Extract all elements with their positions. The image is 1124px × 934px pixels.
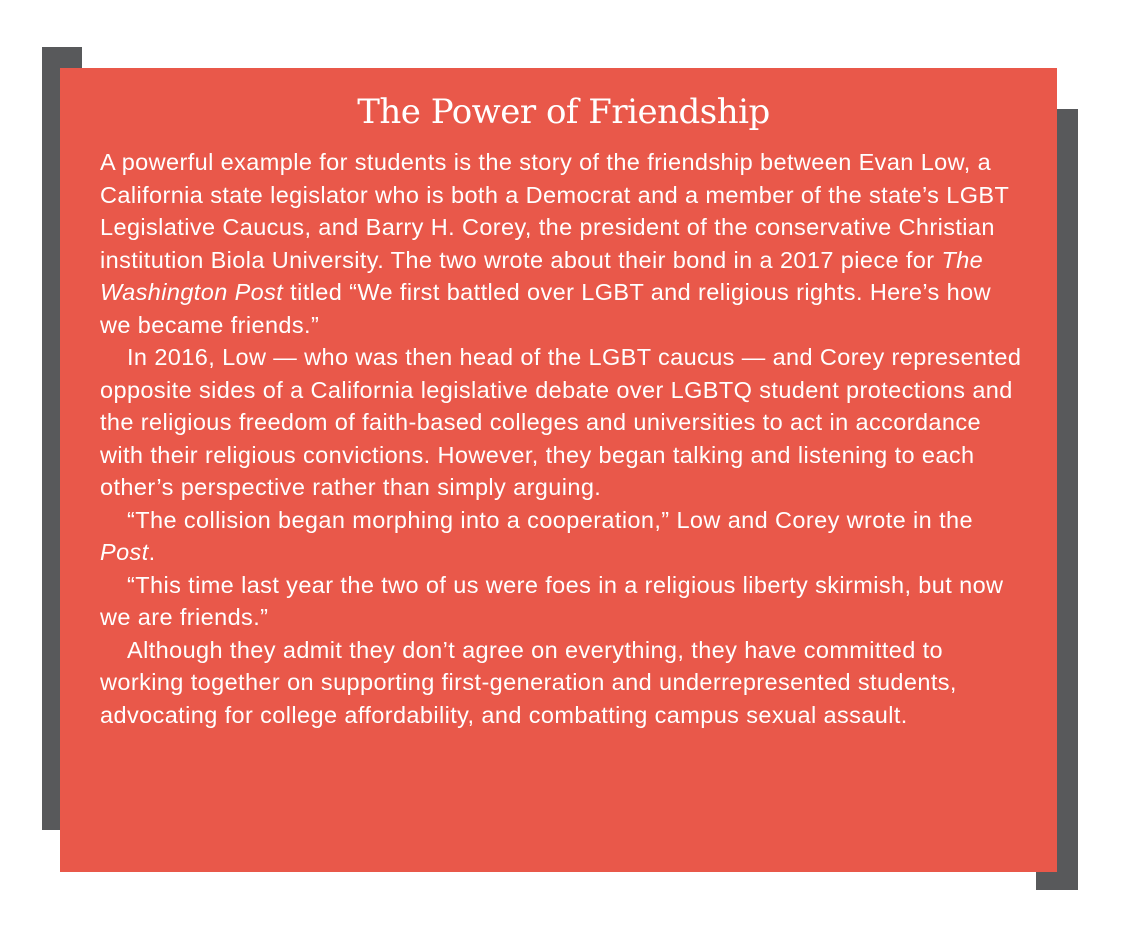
panel-body	[100, 146, 1027, 731]
paragraph-5: Although they admit they don’t agree on everything, they have committed to working together on supporting first-generation and underrepresented students, advocating for college affordability, and combatting campus sexual assault.	[100, 636, 957, 728]
paragraph-1-publication: The Washington Post	[100, 246, 984, 305]
sidebar-panel	[60, 68, 1057, 872]
paragraph-1-text-b: titled “We first battled over LGBT and religious rights. Here’s how we became friends.”	[100, 279, 991, 338]
paragraph-4: “This time last year the two of us were foes in a religious liberty skirmish, but now we are friends.”	[100, 571, 1004, 630]
paragraph-3-publication: Post	[100, 539, 149, 565]
panel-title: The Power of Friendship	[357, 92, 770, 132]
paragraph-3	[100, 504, 1027, 569]
paragraph-2: In 2016, Low — who was then head of the LGBT caucus — and Corey represented opposite sides of a California legislative debate over LGBTQ student protections and the religious freedom of faith-based colleges and universities to act in accordance with their religious convictions. However, they began talking and listening to each other’s perspective rather than simply arguing.	[100, 344, 1022, 500]
paragraph-3-text-a: “The collision began morphing into a cooperation,” Low and Corey wrote in the	[127, 506, 973, 533]
paragraph-1	[100, 146, 1027, 341]
paragraph-1-text-a: A powerful example for students is the story of the friendship between Evan Low, a California state legislator who is both a Democrat and a member of the state’s LGBT Legislative Caucus, and Barry H. Corey, the president of the conservative Christian institution Biola University. The two wrote about their bond in a 2017 piece for	[100, 149, 1009, 273]
paragraph-3-text-b: .	[148, 539, 156, 565]
